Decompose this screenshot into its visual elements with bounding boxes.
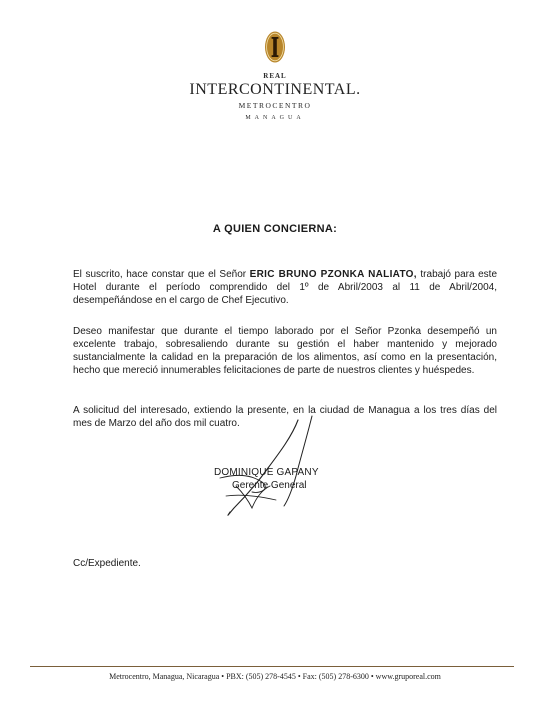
brand-city: MANAGUA xyxy=(245,115,305,121)
paragraph-1-intro: El suscrito, hace constar que el Señor xyxy=(73,269,250,280)
employee-name: ERIC BRUNO PZONKA NALIATO, xyxy=(249,269,417,280)
footer-divider xyxy=(30,666,514,667)
paragraph-closing: A solicitud del interesado, extiendo la presente, en la ciudad de Managua a los tres días del mes de Marzo del año dos mil cuatro. xyxy=(73,405,497,429)
paragraph-performance: Deseo manifestar que durante el tiempo laborado por el Señor Pzonka desempeñó un excelente trabajo, sobresaliendo durante su gestión el haber mantenido y mejorado sustancialmente la calidad en la preparación de los alimentos, así como en la presentación, hecho que mereció innumerables felicitaciones de parte de nuestros clientes y huéspedes. xyxy=(73,326,497,376)
paragraph-employment xyxy=(73,268,497,307)
paragraph-1-details: trabajó para este Hotel durante el período comprendido del 1º de Abril/2003 al 11 de Abril/2004, desempeñándose en el cargo de Chef Ejecutivo. xyxy=(73,269,498,306)
cc-line: Cc/Expediente. xyxy=(73,558,141,569)
signature-block xyxy=(214,466,319,492)
brand-location: METROCENTRO xyxy=(238,101,312,110)
brand-prefix: REAL xyxy=(263,72,287,80)
brand-name: INTERCONTINENTAL. xyxy=(189,81,361,98)
footer-contact: Metrocentro, Managua, Nicaragua • PBX: (505) 278-4545 • Fax: (505) 278-6300 • www.gruporeal.com xyxy=(109,672,441,681)
intercontinental-i-logo-icon xyxy=(264,30,286,64)
letterhead xyxy=(0,30,550,121)
signer-name: DOMINIQUE GAPANY xyxy=(214,467,319,478)
signer-title: Gerente General xyxy=(232,480,307,491)
letter-title: A QUIEN CONCIERNA: xyxy=(212,223,338,235)
